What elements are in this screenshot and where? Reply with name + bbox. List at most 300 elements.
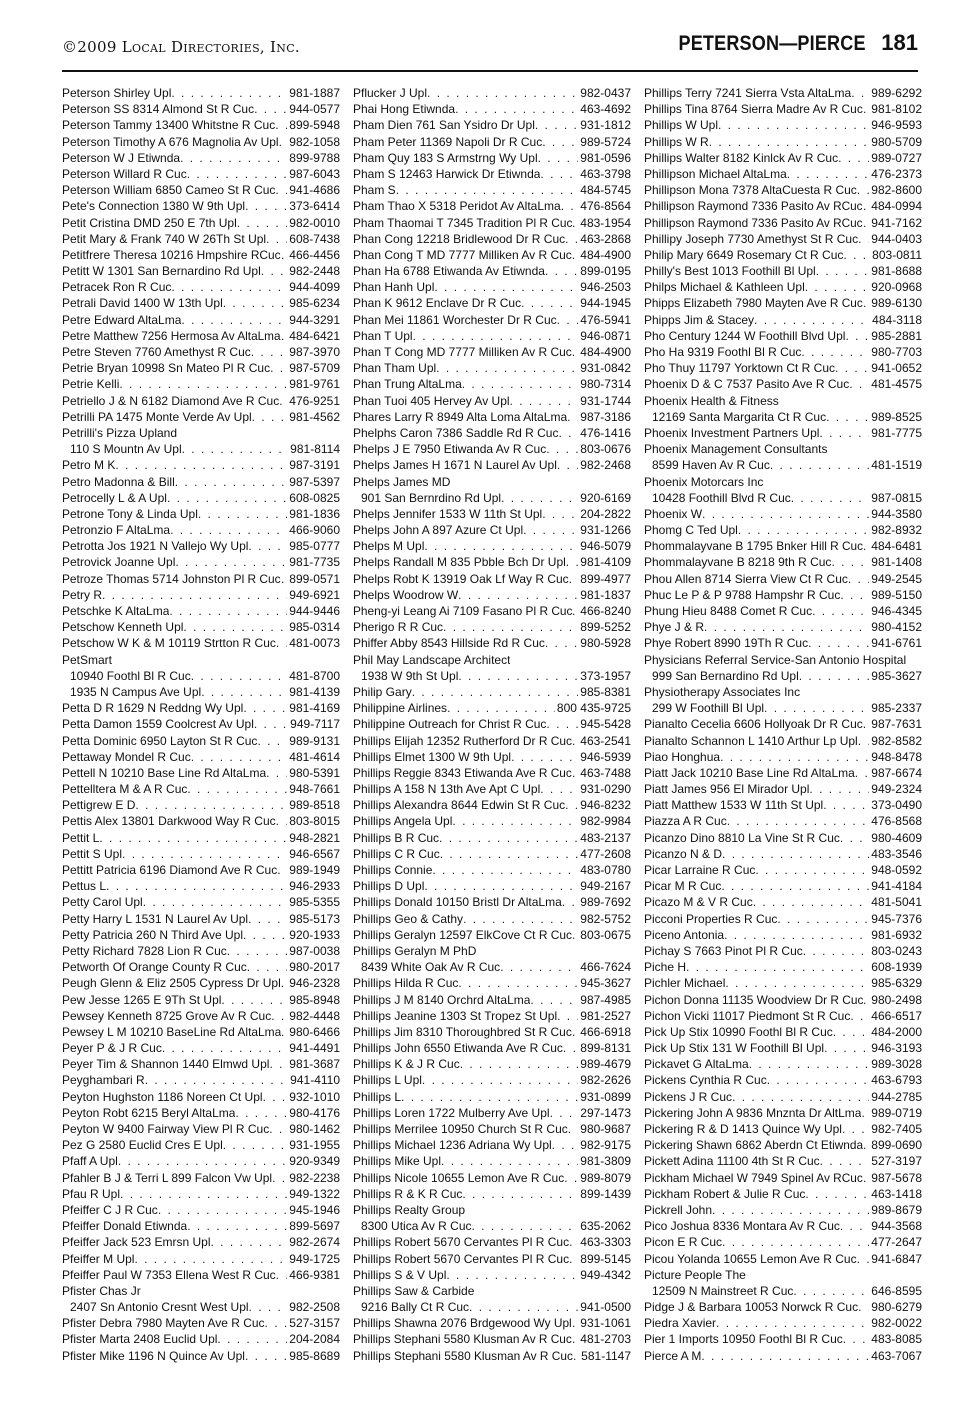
listing-phone: 477-2647 (871, 1235, 922, 1250)
listing-entry (353, 1234, 631, 1250)
listing-entry (62, 571, 340, 587)
listing-name: Pichler Michael (644, 976, 726, 991)
leader-dots (252, 409, 288, 425)
leader-dots (500, 959, 578, 975)
listing-phone: 931-1955 (289, 1138, 340, 1153)
listing-phone: 931-1812 (580, 118, 631, 133)
listing-name: Phillips Elijah 12352 Rutherford Dr R Cuc (353, 733, 572, 748)
listing-name: Phillips W Upl (644, 118, 719, 133)
listing-phone: 989-7692 (580, 895, 631, 910)
leader-dots (754, 312, 870, 328)
listing-entry (644, 1202, 922, 1218)
listing-entry (353, 959, 631, 975)
listing-entry (353, 522, 631, 538)
listing-name: 10940 Foothl Bl R Cuc (70, 668, 191, 683)
listing-name: Peyton Hughston 1186 Noreen Ct Upl (62, 1089, 263, 1104)
listing-entry (62, 490, 340, 506)
listing-phone: 948-0592 (871, 863, 922, 877)
leader-dots (447, 700, 555, 716)
listing-phone: 982-8582 (871, 733, 922, 748)
leader-dots (458, 668, 578, 684)
listing-phone: 803-0676 (580, 442, 631, 457)
listing-entry (644, 457, 922, 473)
listing-name: Phillipson Mona 7378 AltaCuesta R Cuc (644, 183, 857, 198)
listing-phone: 941-4686 (289, 183, 340, 198)
leader-dots (801, 344, 869, 360)
listing-phone: 920-1933 (289, 927, 340, 942)
listing-name: Phelps John A 897 Azure Ct Upl (353, 523, 524, 538)
listing-name: Pidge J & Barbara 10053 Norwck R Cuc (644, 1300, 859, 1315)
listing-entry (644, 878, 922, 894)
leader-dots (135, 797, 287, 813)
listing-name: Pez G 2580 Euclid Cres E Upl (62, 1138, 223, 1153)
listing-name: Pierce A M (644, 1348, 702, 1363)
listing-name: Pho Thuy 11797 Yorktown Ct R Cuc (644, 361, 836, 376)
listing-name: Picture People The (644, 1267, 746, 1282)
listing-entry (353, 490, 631, 506)
leader-dots (511, 749, 578, 765)
leader-dots (686, 959, 869, 975)
leader-dots (279, 134, 288, 150)
listing-entry (353, 813, 631, 829)
leader-dots (158, 1202, 287, 1218)
listing-phone: 483-3546 (871, 846, 922, 861)
listing-name: Philip Gary (353, 684, 412, 699)
leader-dots (187, 781, 287, 797)
listing-phone: 481-4575 (871, 377, 922, 392)
listing-phone: 981-8102 (871, 102, 922, 117)
listing-entry (644, 101, 922, 117)
leader-dots (510, 393, 579, 409)
listing-entry (644, 328, 922, 344)
leader-dots (249, 1299, 288, 1315)
leader-dots (439, 830, 578, 846)
listing-phone: 373-6414 (289, 199, 340, 214)
listing-phone: 989-3028 (871, 1057, 922, 1072)
listing-phone: 980-5928 (580, 636, 631, 651)
leader-dots (569, 1234, 578, 1250)
listing-entry (644, 85, 922, 101)
leader-dots (530, 992, 578, 1008)
listing-phone: 204-2822 (580, 506, 631, 521)
listing-entry (62, 975, 340, 991)
listing-phone: 484-6481 (871, 539, 922, 554)
leader-dots (462, 1186, 578, 1202)
leader-dots (251, 344, 288, 360)
listing-phone: 987-7631 (871, 717, 922, 732)
listing-entry (62, 393, 340, 409)
listing-name: Peterson Tammy 13400 Whitstne R Cuc (62, 118, 276, 133)
listing-entry (62, 198, 340, 214)
listing-name: Phan Cong T MD 7777 Milliken Av R Cuc (353, 247, 572, 262)
leader-dots (143, 894, 288, 910)
listing-entry (62, 150, 340, 166)
listing-entry (62, 522, 340, 538)
leader-dots (546, 716, 578, 732)
listing-name: Phelps James MD (353, 474, 451, 489)
listing-name: Pier 1 Imports 10950 Foothl Bl R Cuc (644, 1332, 843, 1347)
listing-entry (62, 911, 340, 927)
listing-phone: 982-4448 (289, 1008, 340, 1023)
listing-entry (353, 85, 631, 101)
leader-dots (462, 376, 579, 392)
listing-name: Pherigo R R Cuc (353, 620, 444, 635)
listing-phone: 920-6169 (580, 490, 631, 505)
listing-name: Pfau R Upl (62, 1186, 121, 1201)
listing-name: Piedra Xavier (644, 1316, 717, 1331)
listing-name: Phelps Randall M 835 Pbble Bch Dr Upl (353, 555, 566, 570)
listing-phone: 989-8079 (580, 1170, 631, 1185)
listing-phone: 985-5355 (289, 895, 340, 910)
listing-entry (353, 635, 631, 651)
listing-phone: 946-4345 (871, 604, 922, 618)
leader-dots (722, 846, 869, 862)
leader-dots (245, 198, 287, 214)
listing-phone: 483-8085 (871, 1332, 922, 1347)
listing-name: Petracek Ron R Cuc (62, 280, 172, 295)
listing-entry (644, 846, 922, 862)
leader-dots (162, 1040, 287, 1056)
listing-entry (62, 1234, 340, 1250)
listing-name: Peterson Willard R Cuc (62, 166, 187, 181)
listing-phone: 949-6921 (289, 587, 340, 602)
leader-dots (469, 1299, 578, 1315)
listing-phone: 989-8518 (289, 798, 340, 813)
listing-phone: 931-0842 (580, 361, 631, 376)
listing-phone: 635-2062 (580, 1219, 631, 1234)
listing-phone: 981-8688 (871, 264, 922, 279)
listing-name: Petit Mary & Frank 740 W 26Th St Upl (62, 231, 267, 246)
listing-phone: 944-1945 (580, 296, 631, 311)
listing-phone: 463-7067 (871, 1348, 922, 1363)
listing-phone: 989-6130 (871, 296, 922, 311)
listing-phone: 476-2373 (871, 166, 922, 181)
listing-name: Pfaff A Upl (62, 1154, 118, 1169)
listing-entry (353, 360, 631, 376)
listing-phone: 989-0727 (871, 150, 922, 165)
listing-entry (644, 1056, 922, 1072)
leader-dots (809, 781, 869, 797)
listing-entry (62, 716, 340, 732)
listing-name: Phou Allen 8714 Sierra View Ct R Cuc (644, 571, 848, 586)
listing-name: Picconi Properties R Cuc (644, 911, 778, 926)
listing-entry (62, 813, 340, 829)
listing-name: Petty Patricia 260 N Third Ave Upl (62, 927, 243, 942)
listing-phone: 944-3580 (871, 506, 922, 521)
listing-phone: 989-5150 (871, 587, 922, 602)
listing-entry (62, 1008, 340, 1024)
leader-dots (187, 166, 288, 182)
directory-column-2 (353, 85, 631, 1364)
listing-entry (353, 101, 631, 117)
listing-phone: 987-6043 (289, 166, 340, 181)
listing-entry (353, 328, 631, 344)
leader-dots (217, 1331, 287, 1347)
listing-name: Pickens J R Cuc (644, 1089, 733, 1104)
listing-name: Petschow Kenneth Upl (62, 620, 184, 635)
listing-entry (644, 506, 922, 522)
listing-name: Phillipson Raymond 7336 Pasito Av RCuc (644, 215, 863, 230)
leader-dots (563, 1040, 578, 1056)
listing-entry (353, 279, 631, 295)
listing-entry (353, 457, 631, 473)
leader-dots (808, 635, 869, 651)
listing-phone: 989-8679 (871, 1202, 922, 1217)
listing-name: Phelps Robt K 13919 Oak Lf Way R Cuc (353, 571, 569, 586)
listing-name: Pick Up Stix 10990 Foothl Bl R Cuc (644, 1024, 833, 1039)
listing-phone: 946-3193 (871, 1041, 922, 1056)
leader-dots (413, 328, 579, 344)
listing-phone: 980-6466 (289, 1024, 340, 1039)
leader-dots (275, 182, 287, 198)
listing-phone: 463-4692 (580, 102, 631, 117)
listing-phone: 982-0022 (871, 1316, 922, 1331)
listing-name: Petrotta Jos 1921 N Vallejo Wy Upl (62, 539, 249, 554)
listing-entry (62, 215, 340, 231)
listing-phone: 946-9593 (871, 118, 922, 133)
listing-phone: 803-0811 (872, 247, 922, 262)
listing-entry (62, 959, 340, 975)
listing-entry (62, 1251, 340, 1267)
listing-phone: 981-0596 (580, 150, 631, 165)
listing-name: Phan Tuoi 405 Hervey Av Upl (353, 393, 510, 408)
listing-phone: 980-4176 (289, 1105, 340, 1120)
listing-phone: 989-0719 (871, 1105, 922, 1120)
listing-name: Pickham Michael W 7949 Spinel Av RCuc (644, 1170, 863, 1185)
listing-name: Pewsey Kenneth 8725 Grove Av R Cuc (62, 1008, 272, 1023)
listing-name: Phillips Tina 8764 Sierra Madre Av R Cuc (644, 102, 863, 117)
listing-entry (62, 538, 340, 554)
leader-dots (712, 1202, 869, 1218)
listing-phone: 608-0825 (289, 490, 340, 505)
listing-name: Phan K 9612 Enclave Dr R Cuc (353, 296, 522, 311)
listing-phone: 941-7162 (871, 215, 922, 230)
listing-entry (644, 166, 922, 182)
listing-phone: 948-8478 (871, 749, 922, 764)
listing-name: Picar M R Cuc (644, 879, 722, 894)
listing-phone: 985-2337 (871, 701, 922, 716)
listing-name: Picanzo N & D (644, 846, 723, 861)
listing-entry (62, 1170, 340, 1186)
listing-entry (644, 1234, 922, 1250)
listing-name: Pickham Robert & Julie R Cuc (644, 1186, 806, 1201)
listing-phone: 466-6517 (871, 1008, 922, 1023)
listing-name: Petschow W K & M 10119 Strtton R Cuc (62, 636, 276, 651)
listing-name: Petrie Kelli (62, 377, 120, 392)
listing-name: Pettitt Patricia 6196 Diamond Ave R Cuc (62, 863, 278, 877)
listing-entry (353, 231, 631, 247)
leader-dots (842, 1121, 869, 1137)
leader-dots (396, 182, 579, 198)
leader-dots (523, 522, 578, 538)
listing-entry (353, 198, 631, 214)
leader-dots (271, 1008, 287, 1024)
listing-entry (644, 992, 922, 1008)
listing-entry (644, 975, 922, 991)
listing-phone: 899-0571 (289, 571, 340, 586)
listing-entry (353, 992, 631, 1008)
leader-dots (167, 490, 287, 506)
listing-phone: 646-8595 (871, 1283, 922, 1298)
listing-entry (62, 652, 340, 668)
leader-dots (535, 117, 578, 133)
listing-name: 999 San Bernardino Rd Upl (652, 668, 799, 683)
leader-dots (248, 538, 287, 554)
listing-name: Phillips L (353, 1089, 402, 1104)
listing-phone: 931-1744 (580, 393, 631, 408)
leader-dots (738, 522, 869, 538)
leader-dots (562, 894, 579, 910)
leader-dots (169, 603, 287, 619)
listing-name: Phelps Woodrow W (353, 587, 459, 602)
leader-dots (823, 797, 869, 813)
listing-entry (353, 894, 631, 910)
listing-name: Pickering John A 9836 Mnznta Dr AltLma (644, 1105, 862, 1120)
listing-phone: 987-5709 (289, 361, 340, 376)
listing-phone: 981-7775 (871, 425, 922, 440)
listing-entry (62, 1299, 340, 1315)
listing-phone: 980-4609 (871, 830, 922, 845)
listing-entry (644, 894, 922, 910)
listing-name: Phoenix Management Consultants (644, 442, 828, 457)
listing-entry (644, 1315, 922, 1331)
listing-entry (62, 992, 340, 1008)
leader-dots (542, 506, 578, 522)
listing-name: Phillips Connie (353, 863, 433, 877)
listing-entry (62, 603, 340, 619)
listing-phone: 987-0815 (871, 490, 922, 505)
listing-entry (644, 716, 922, 732)
listing-name: Pettit L (62, 830, 100, 845)
listing-name: Phipps Elizabeth 7980 Mayten Ave R Cuc (644, 296, 863, 311)
listing-phone: 981-1887 (289, 86, 340, 100)
listing-phone: 527-3197 (871, 1154, 922, 1169)
listing-entry (353, 830, 631, 846)
leader-dots (793, 1283, 869, 1299)
listing-name: Phommalayvane B 8218 9th R Cuc (644, 555, 832, 570)
listing-name: Phillips Realty Group (353, 1202, 466, 1217)
listing-name: Peyton W 9400 Fairway View Pl R Cuc (62, 1122, 270, 1136)
listing-entry (62, 668, 340, 684)
leader-dots (422, 1072, 578, 1088)
listing-name: Petty Harry L 1531 N Laurel Av Upl (62, 911, 249, 926)
leader-dots (122, 846, 287, 862)
listing-phone: 985-8689 (289, 1348, 340, 1363)
listing-name: Phillips Loren 1722 Mulberry Ave Upl (353, 1105, 550, 1120)
listing-name: Pfahler B J & Terri L 899 Falcon Vw Upl (62, 1170, 273, 1185)
listing-entry (353, 1170, 631, 1186)
listing-name: 1935 N Campus Ave Upl (70, 684, 202, 699)
listing-entry (62, 409, 340, 425)
listing-name: Pico Joshua 8336 Montara Av R Cuc (644, 1219, 840, 1234)
listing-entry (62, 1137, 340, 1153)
listing-entry (644, 1008, 922, 1024)
listing-name: Petty Richard 7828 Lion R Cuc (62, 943, 227, 958)
listing-entry (353, 1331, 631, 1347)
listing-name: Phan Ha 6788 Etiwanda Av Etiwnda (353, 264, 545, 279)
listing-phone: 987-3191 (289, 458, 340, 473)
listing-entry (644, 117, 922, 133)
listing-entry (353, 554, 631, 570)
leader-dots (432, 862, 578, 878)
leader-dots (441, 1153, 578, 1169)
listing-name: Pfeiffer Jack 523 Emrsn Upl (62, 1235, 211, 1250)
listing-name: Pewsey L M 10210 BaseLine Rd AltaLma (62, 1024, 281, 1039)
listing-phone: 981-7735 (289, 555, 340, 570)
leader-dots (755, 862, 869, 878)
listing-entry (62, 749, 340, 765)
listing-phone: 982-5752 (580, 911, 631, 926)
listing-entry (644, 1153, 922, 1169)
listing-phone: 982-2238 (289, 1170, 340, 1185)
listing-phone: 981-4109 (580, 555, 631, 570)
listing-name: Peterson W J Etiwnda (62, 150, 181, 165)
listing-name: Phye J & R (644, 620, 705, 635)
listing-entry (62, 1348, 340, 1364)
listing-name: Petrocelly L & A Upl (62, 490, 167, 505)
listing-phone: 945-7376 (871, 911, 922, 926)
listing-entry (62, 474, 340, 490)
listing-name: Petta Dominic 6950 Layton St R Cuc (62, 733, 258, 748)
leader-dots (565, 231, 578, 247)
listing-entry (644, 1040, 922, 1056)
listing-entry (644, 1024, 922, 1040)
leader-dots (266, 231, 287, 247)
listing-phone: 944-3568 (871, 1219, 922, 1234)
listing-name: Pick Up Stix 131 W Foothill Bl Upl (644, 1041, 825, 1056)
listing-phone: 946-5939 (580, 749, 631, 764)
listing-name: Piazza A R Cuc (644, 814, 727, 829)
leader-dots (198, 506, 287, 522)
listing-entry (644, 312, 922, 328)
listing-entry (644, 182, 922, 198)
leader-dots (805, 1186, 869, 1202)
listing-entry (353, 571, 631, 587)
listing-phone: 948-7661 (289, 782, 340, 797)
listing-name: Pettelltera M & A R Cuc (62, 782, 188, 797)
listing-entry (644, 619, 922, 635)
leader-dots (716, 1315, 869, 1331)
listing-entry (644, 1348, 922, 1364)
listing-entry (62, 231, 340, 247)
leader-dots (460, 1056, 579, 1072)
listing-entry (644, 279, 922, 295)
listing-name: Phillips John 6550 Etiwanda Ave R Cuc (353, 1041, 563, 1056)
listing-entry (644, 1137, 922, 1153)
listing-entry (644, 425, 922, 441)
listing-entry (62, 927, 340, 943)
listing-phone: 941-0500 (580, 1300, 631, 1315)
listing-phone: 985-5173 (289, 911, 340, 926)
leader-dots (458, 587, 578, 603)
listing-name: Pfeiffer Donald Etiwnda (62, 1219, 188, 1234)
listing-name: Petro Madonna & Bill (62, 474, 175, 489)
listing-name: Petworth Of Orange County R Cuc (62, 960, 247, 975)
listing-phone: 941-4184 (871, 879, 922, 894)
leader-dots (858, 1299, 869, 1315)
listing-entry (62, 1089, 340, 1105)
leader-dots (709, 134, 870, 150)
leader-dots (452, 813, 578, 829)
listing-entry (353, 862, 631, 878)
listing-name: Petre Matthew 7256 Hermosa Av AltaLma (62, 328, 281, 343)
leader-dots (248, 911, 287, 927)
listing-name: 12509 N Mainstreet R Cuc (652, 1283, 794, 1298)
leader-dots (557, 457, 578, 473)
listing-name: Petrilli PA 1475 Monte Verde Av Upl (62, 409, 252, 424)
listing-phone: 463-3303 (580, 1235, 631, 1250)
listing-name: Pickering Shawn 6862 Aberdn Ct Etiwnda (644, 1138, 863, 1153)
